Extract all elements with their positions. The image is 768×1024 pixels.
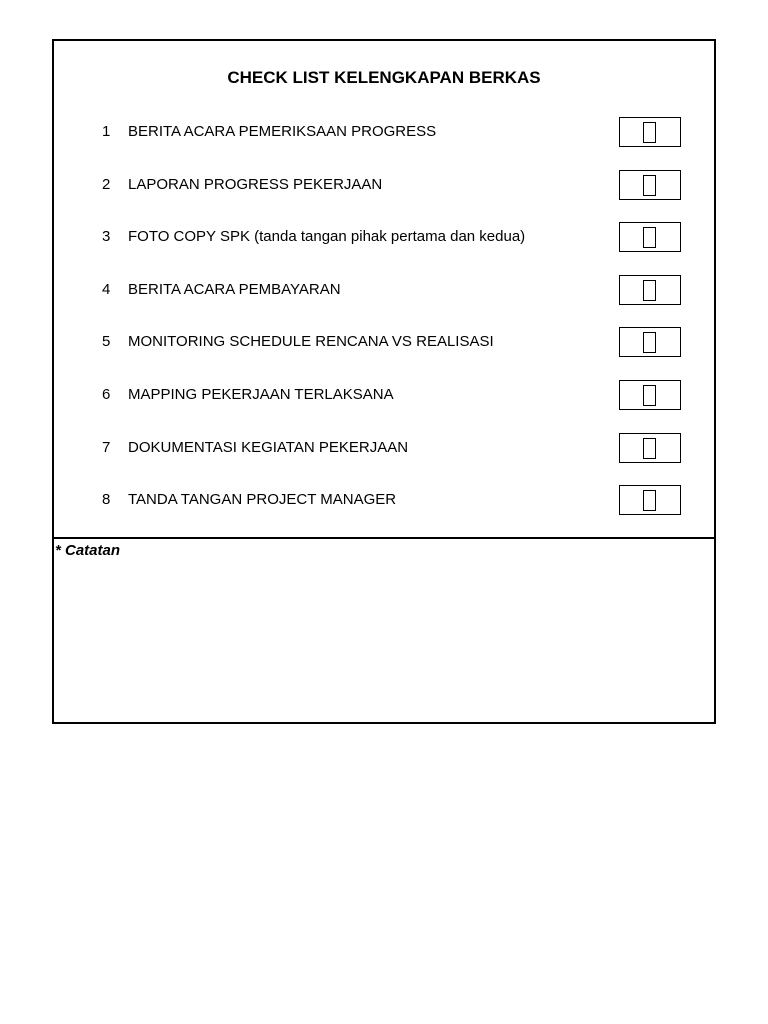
item-number: 1: [102, 123, 111, 140]
item-number: 8: [102, 491, 111, 509]
item-label: DOKUMENTASI KEGIATAN PEKERJAAN: [128, 438, 409, 456]
checklist-item-7: [54, 433, 714, 486]
checklist-sheet: [52, 39, 716, 724]
item-number: 6: [102, 385, 111, 403]
checklist-item-1: [54, 117, 714, 170]
checkbox-8[interactable]: [619, 485, 681, 515]
notes-label: * Catatan: [55, 542, 121, 559]
item-label: FOTO COPY SPK (tanda tangan pihak pertama dan kedua): [128, 228, 526, 246]
item-number: 5: [102, 333, 111, 351]
item-number: 4: [102, 280, 111, 298]
checkbox-glyph-icon: [643, 122, 656, 143]
checkbox-6[interactable]: [619, 380, 681, 410]
checkbox-3[interactable]: [619, 222, 681, 252]
checklist-item-3: [54, 222, 714, 275]
item-number: 2: [102, 175, 111, 193]
checklist-item-5: [54, 327, 714, 380]
item-label: BERITA ACARA PEMBAYARAN: [128, 280, 341, 298]
checkbox-2[interactable]: [619, 170, 681, 200]
checkbox-5[interactable]: [619, 327, 681, 357]
checkbox-glyph-icon: [643, 438, 656, 459]
checkbox-glyph-icon: [643, 385, 656, 406]
checklist-title: CHECK LIST KELENGKAPAN BERKAS: [227, 68, 541, 87]
item-label: BERITA ACARA PEMERIKSAAN PROGRESS: [128, 123, 437, 140]
item-label: MONITORING SCHEDULE RENCANA VS REALISASI: [128, 333, 494, 351]
checklist-item-6: [54, 380, 714, 433]
checkbox-glyph-icon: [643, 227, 656, 248]
item-number: 3: [102, 228, 111, 246]
checkbox-glyph-icon: [643, 332, 656, 353]
checkbox-glyph-icon: [643, 175, 656, 196]
checkbox-4[interactable]: [619, 275, 681, 305]
checklist-item-8: [54, 485, 714, 538]
checkbox-glyph-icon: [643, 280, 656, 301]
item-label: LAPORAN PROGRESS PEKERJAAN: [128, 175, 383, 193]
checkbox-glyph-icon: [643, 490, 656, 511]
item-number: 7: [102, 438, 111, 456]
item-label: TANDA TANGAN PROJECT MANAGER: [128, 491, 397, 509]
checkbox-7[interactable]: [619, 433, 681, 463]
checklist-items: [54, 117, 714, 538]
checkbox-1[interactable]: [619, 117, 681, 147]
item-label: MAPPING PEKERJAAN TERLAKSANA: [128, 385, 394, 403]
notes-divider: [54, 537, 714, 539]
checklist-item-4: [54, 275, 714, 328]
checklist-item-2: [54, 170, 714, 223]
